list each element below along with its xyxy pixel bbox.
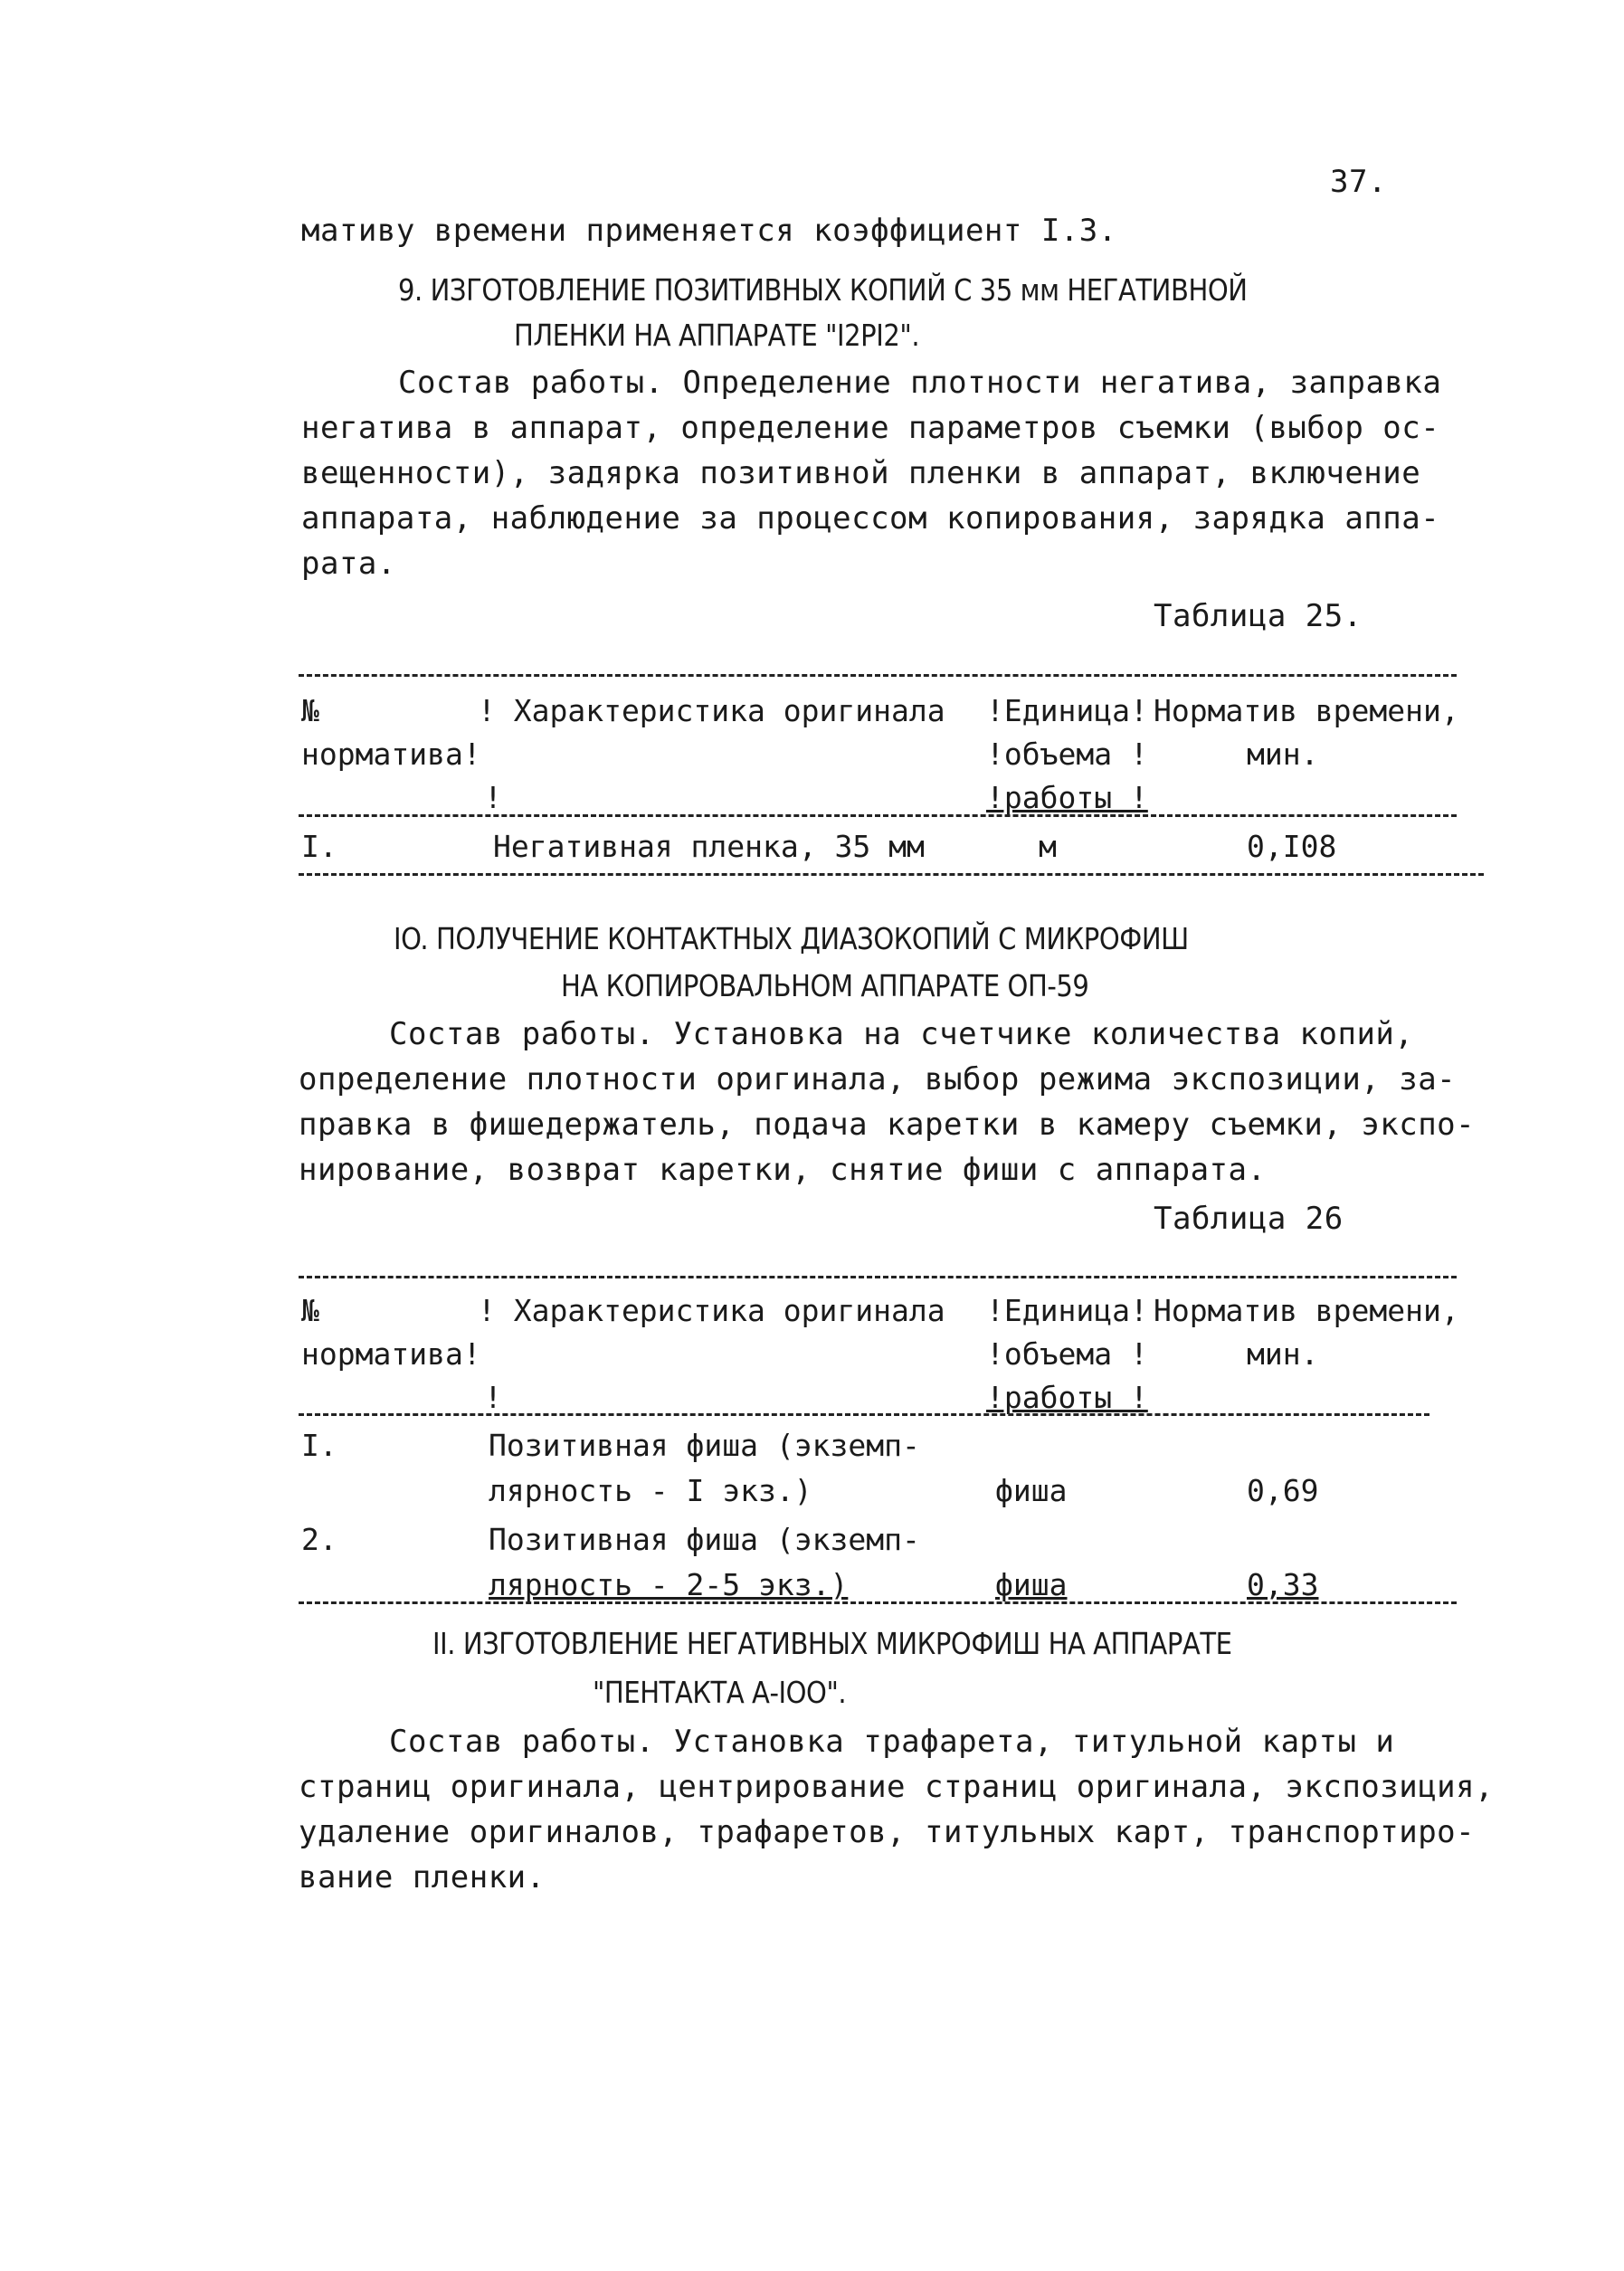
section-11-body-line: вание пленки. bbox=[299, 1859, 546, 1896]
table-25-label: Таблица 25. bbox=[1154, 598, 1363, 634]
table-header-unit: !объема ! bbox=[986, 1336, 1148, 1372]
table-26-label: Таблица 26 bbox=[1154, 1201, 1344, 1237]
table-header-number: № bbox=[301, 1293, 319, 1328]
row-characteristic: лярность - 2-5 экз.) bbox=[489, 1567, 849, 1602]
section-11-title-line1: II. ИЗГОТОВЛЕНИЕ НЕГАТИВНЫХ МИКРОФИШ НА АППАРАТЕ bbox=[432, 1626, 1232, 1661]
table-header-norm: Норматив времени, bbox=[1154, 693, 1459, 728]
row-characteristic: Позитивная фиша (экземп- bbox=[489, 1428, 920, 1463]
section-11-title-line2: "ПЕНТАКТА А-IOO". bbox=[593, 1675, 847, 1710]
table-divider bbox=[299, 814, 1457, 817]
row-unit: м bbox=[1039, 829, 1057, 864]
table-divider bbox=[299, 1276, 1457, 1278]
section-9-body-line: Состав работы. Определение плотности негатива, заправка bbox=[398, 365, 1442, 401]
table-header-unit: !Единица! bbox=[986, 693, 1148, 728]
table-divider bbox=[299, 674, 1457, 677]
row-unit: фиша bbox=[995, 1567, 1068, 1602]
section-10-body-line: Состав работы. Установка на счетчике количества копий, bbox=[389, 1016, 1414, 1052]
row-unit: фиша bbox=[995, 1473, 1068, 1508]
table-divider bbox=[299, 1601, 1457, 1604]
section-11-body-line: Состав работы. Установка трафарета, титульной карты и bbox=[389, 1724, 1395, 1760]
section-9-title-line2: ПЛЕНКИ НА АППАРАТЕ "I2PI2". bbox=[514, 318, 920, 353]
table-header-unit: !Единица! bbox=[986, 1293, 1148, 1328]
row-characteristic: Негативная пленка, 35 мм bbox=[493, 829, 925, 864]
table-header-number: норматива! bbox=[301, 736, 481, 772]
page-number: 37. bbox=[1330, 164, 1387, 200]
section-11-body-line: страниц оригинала, центрирование страниц оригинала, экспозиция, bbox=[299, 1769, 1495, 1805]
table-header-norm: мин. bbox=[1247, 1336, 1319, 1372]
row-characteristic: лярность - I экз.) bbox=[489, 1473, 812, 1508]
table-header-number: ! bbox=[484, 780, 502, 815]
section-9-title-line1: 9. ИЗГОТОВЛЕНИЕ ПОЗИТИВНЫХ КОПИЙ С 35 мм НЕГАТИВНОЙ bbox=[398, 272, 1248, 308]
table-header-norm: Норматив времени, bbox=[1154, 1293, 1459, 1328]
row-norm: 0,69 bbox=[1247, 1473, 1319, 1508]
section-10-body-line: правка в фишедержатель, подача каретки в камеру съемки, экспо- bbox=[299, 1107, 1476, 1143]
table-header-unit: !объема ! bbox=[986, 736, 1148, 772]
table-header-norm: мин. bbox=[1247, 736, 1319, 772]
row-number: 2. bbox=[301, 1522, 337, 1557]
section-10-title-line2: НА КОПИРОВАЛЬНОМ АППАРАТЕ ОП-59 bbox=[561, 968, 1089, 1003]
table-header-number: № bbox=[301, 693, 319, 728]
row-number: I. bbox=[301, 1428, 337, 1463]
section-9-body-line: рата. bbox=[301, 546, 396, 582]
section-10-body-line: нирование, возврат каретки, снятие фиши с аппарата. bbox=[299, 1152, 1267, 1188]
section-10-body-line: определение плотности оригинала, выбор режима экспозиции, за- bbox=[299, 1061, 1457, 1097]
table-divider bbox=[299, 873, 1484, 876]
intro-line: мативу времени применяется коэффициент I.3. bbox=[301, 213, 1117, 249]
table-divider bbox=[299, 1413, 1429, 1416]
section-9-body-line: вещенности), задярка позитивной пленки в аппарат, включение bbox=[301, 455, 1421, 491]
table-header-unit: !работы ! bbox=[986, 780, 1148, 815]
section-11-body-line: удаление оригиналов, трафаретов, титульных карт, транспортиро- bbox=[299, 1814, 1476, 1850]
table-header-number: норматива! bbox=[301, 1336, 481, 1372]
table-header-characteristic: ! Характеристика оригинала bbox=[478, 693, 945, 728]
section-9-body-line: негатива в аппарат, определение параметров съемки (выбор ос- bbox=[301, 410, 1440, 446]
row-norm: 0,33 bbox=[1247, 1567, 1319, 1602]
row-number: I. bbox=[301, 829, 337, 864]
row-characteristic: Позитивная фиша (экземп- bbox=[489, 1522, 920, 1557]
row-norm: 0,I08 bbox=[1247, 829, 1337, 864]
table-header-number: ! bbox=[484, 1380, 502, 1415]
section-10-title-line1: IO. ПОЛУЧЕНИЕ КОНТАКТНЫХ ДИАЗОКОПИЙ С МИКРОФИШ bbox=[394, 921, 1189, 956]
table-header-unit: !работы ! bbox=[986, 1380, 1148, 1415]
section-9-body-line: аппарата, наблюдение за процессом копирования, зарядка аппа- bbox=[301, 500, 1440, 537]
table-header-characteristic: ! Характеристика оригинала bbox=[478, 1293, 945, 1328]
